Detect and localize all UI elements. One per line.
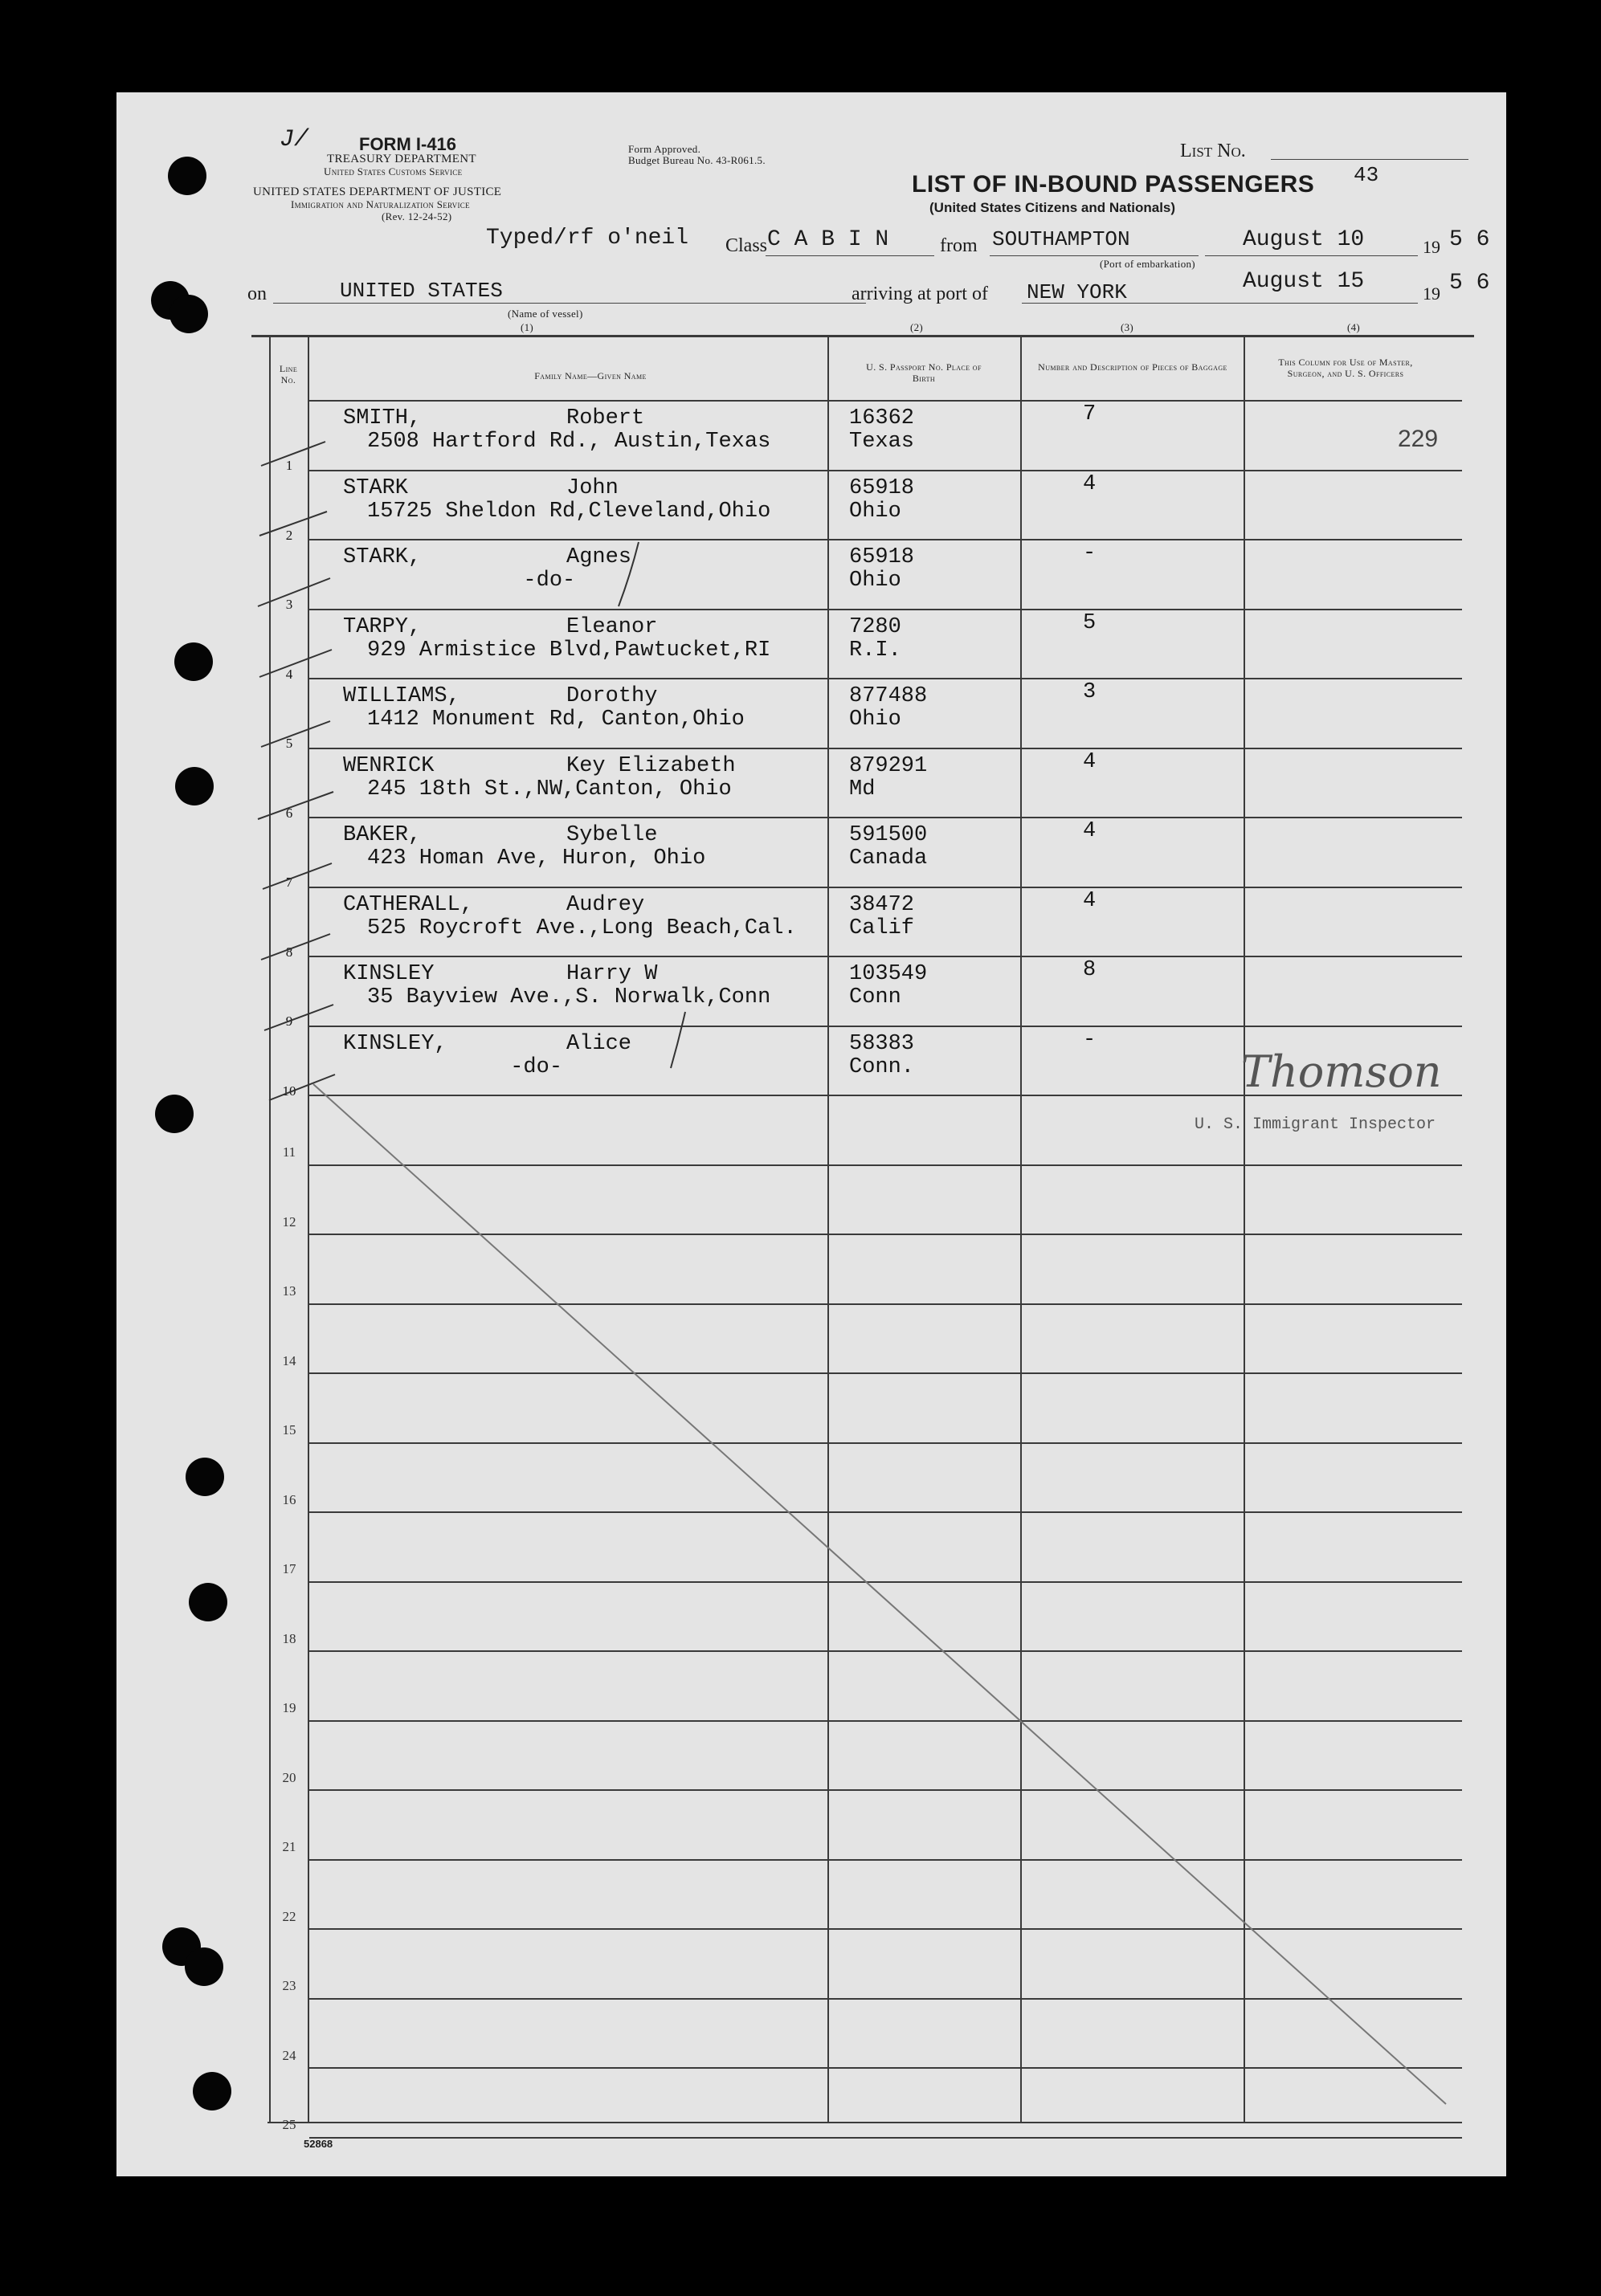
- line-number: 5: [285, 736, 293, 751]
- line-number: 15: [282, 1422, 296, 1438]
- address: -do-: [367, 1054, 563, 1079]
- typist-note: Typed/rf o'neil: [486, 226, 689, 251]
- place-of-birth: R.I.: [849, 638, 901, 663]
- class-value: C A B I N: [767, 227, 889, 252]
- column-number-3: (3): [1121, 321, 1134, 333]
- arrival-year-prefix: 19: [1423, 283, 1440, 304]
- family-name: WENRICK: [343, 753, 435, 778]
- from-label: from: [940, 235, 978, 256]
- passport-number: 103549: [849, 962, 928, 986]
- revision: (Rev. 12-24-52): [382, 210, 452, 222]
- department-of-justice: UNITED STATES DEPARTMENT OF JUSTICE: [253, 186, 502, 198]
- form-approved: Form Approved.: [628, 143, 701, 155]
- baggage-count: 4: [1083, 819, 1097, 843]
- given-name: Eleanor: [566, 614, 658, 639]
- family-name: STARK,: [343, 545, 422, 569]
- given-name: Agnes: [566, 545, 632, 569]
- given-name: Key Elizabeth: [566, 753, 736, 778]
- given-name: Alice: [566, 1031, 632, 1056]
- line-number: 19: [282, 1700, 296, 1715]
- place-of-birth: Ohio: [849, 569, 901, 593]
- baggage-count: 5: [1083, 610, 1097, 635]
- family-name: KINSLEY: [343, 962, 435, 986]
- port-of-embarkation: SOUTHAMPTON: [992, 227, 1130, 251]
- line-number: 11: [282, 1144, 296, 1160]
- line-number: 2: [285, 527, 293, 543]
- departure-year: 5 6: [1449, 227, 1490, 252]
- line-number: 23: [282, 1978, 296, 1993]
- form-number: FORM I-416: [359, 134, 457, 154]
- given-name: John: [566, 475, 619, 500]
- place-of-birth: Md: [849, 777, 876, 801]
- line-number: 6: [285, 805, 293, 821]
- customs-service: United States Customs Service: [324, 165, 463, 177]
- passport-number: 58383: [849, 1031, 915, 1056]
- passport-number: 38472: [849, 892, 915, 917]
- passport-number: 16362: [849, 406, 915, 430]
- address: 15725 Sheldon Rd,Cleveland,Ohio: [367, 499, 771, 524]
- line-number: 17: [282, 1561, 296, 1576]
- baggage-count: 4: [1083, 749, 1097, 774]
- inspector-title: U. S. Immigrant Inspector: [1195, 1115, 1436, 1134]
- corner-mark: J/: [280, 126, 309, 153]
- vessel-caption: (Name of vessel): [508, 308, 583, 320]
- line-number: 20: [282, 1769, 296, 1785]
- budget-bureau: Budget Bureau No. 43-R061.5.: [628, 154, 766, 166]
- baggage-count: 8: [1083, 958, 1097, 982]
- passport-number: 7280: [849, 614, 901, 639]
- baggage-count: -: [1083, 541, 1097, 565]
- arrival-date: August 15: [1243, 269, 1365, 294]
- address: 245 18th St.,NW,Canton, Ohio: [367, 777, 732, 801]
- inspector-signature: Thomson: [1241, 1046, 1442, 1097]
- address: -do-: [367, 569, 576, 593]
- address: 929 Armistice Blvd,Pawtucket,RI: [367, 638, 771, 663]
- line-no-heading: Line No.: [279, 363, 298, 385]
- line-number: 9: [285, 1013, 293, 1029]
- vessel-name: UNITED STATES: [340, 279, 503, 303]
- family-name: STARK: [343, 475, 409, 500]
- passport-heading: U. S. Passport No. Place of Birth: [866, 361, 982, 384]
- arriving-label: arriving at port of: [852, 283, 988, 304]
- column-number-4: (4): [1347, 321, 1361, 333]
- passport-number: 65918: [849, 545, 915, 569]
- line-number: 13: [282, 1283, 296, 1299]
- cancellation-line: [116, 92, 1506, 2176]
- given-name: Harry W: [566, 962, 658, 986]
- list-no-value: 43: [1354, 163, 1379, 187]
- baggage-count: 4: [1083, 471, 1097, 496]
- class-label: Class: [725, 235, 768, 256]
- line-number: 24: [282, 2047, 296, 2063]
- arrival-port: NEW YORK: [1027, 280, 1127, 304]
- place-of-birth: Ohio: [849, 499, 901, 524]
- family-name: TARPY,: [343, 614, 422, 639]
- manifest-page: [116, 92, 1506, 2176]
- line-tick-marks: [258, 442, 685, 1100]
- treasury-department: TREASURY DEPARTMENT: [327, 153, 476, 165]
- baggage-count: -: [1083, 1027, 1097, 1052]
- list-no-label: List No.: [1180, 141, 1246, 161]
- family-name: WILLIAMS,: [343, 684, 460, 708]
- line-number: 7: [285, 875, 293, 890]
- line-number: 14: [282, 1352, 296, 1368]
- line-number: 8: [285, 944, 293, 960]
- family-name: BAKER,: [343, 823, 422, 847]
- family-name: CATHERALL,: [343, 892, 474, 917]
- on-label: on: [247, 283, 267, 304]
- officers-heading: This Column for Use of Master, Surgeon, and U. S. Officers: [1278, 357, 1413, 379]
- departure-year-prefix: 19: [1423, 237, 1440, 257]
- family-name: KINSLEY,: [343, 1031, 447, 1056]
- line-number: 22: [282, 1908, 296, 1924]
- arrival-year: 5 6: [1449, 271, 1490, 296]
- baggage-heading: Number and Description of Pieces of Baggage: [1038, 361, 1227, 373]
- address: 423 Homan Ave, Huron, Ohio: [367, 846, 706, 871]
- port-embarkation-caption: (Port of embarkation): [1100, 258, 1195, 270]
- print-code: 52868: [304, 2138, 333, 2150]
- line-number: 21: [282, 1839, 296, 1854]
- passport-number: 879291: [849, 753, 928, 778]
- column-number-2: (2): [910, 321, 924, 333]
- address: 1412 Monument Rd, Canton,Ohio: [367, 708, 745, 732]
- given-name: Audrey: [566, 892, 645, 917]
- baggage-count: 3: [1083, 680, 1097, 704]
- line-number: 3: [285, 597, 293, 612]
- place-of-birth: Conn: [849, 985, 901, 1009]
- place-of-birth: Conn.: [849, 1054, 915, 1079]
- place-of-birth: Canada: [849, 846, 928, 871]
- given-name: Robert: [566, 406, 645, 430]
- page-title: LIST OF IN-BOUND PASSENGERS: [912, 171, 1315, 198]
- place-of-birth: Calif: [849, 916, 915, 940]
- column-number-1: (1): [521, 321, 534, 333]
- place-of-birth: Ohio: [849, 708, 901, 732]
- page-subtitle: (United States Citizens and Nationals): [929, 200, 1176, 215]
- given-name: Sybelle: [566, 823, 658, 847]
- departure-date: August 10: [1243, 227, 1365, 252]
- officer-note: 229: [1398, 426, 1439, 452]
- line-number: 10: [282, 1083, 296, 1099]
- name-heading: Family Name—Given Name: [534, 370, 647, 381]
- passport-number: 591500: [849, 823, 928, 847]
- passport-number: 877488: [849, 684, 928, 708]
- line-number: 12: [282, 1213, 296, 1230]
- line-number: 25: [282, 2117, 296, 2132]
- line-number: 16: [282, 1491, 296, 1507]
- address: 35 Bayview Ave.,S. Norwalk,Conn: [367, 985, 771, 1009]
- line-number: 1: [285, 458, 293, 473]
- baggage-count: 4: [1083, 888, 1097, 913]
- address: 525 Roycroft Ave.,Long Beach,Cal.: [367, 916, 797, 940]
- passport-number: 65918: [849, 475, 915, 500]
- baggage-count: 7: [1083, 402, 1097, 426]
- given-name: Dorothy: [566, 684, 658, 708]
- line-number: 4: [285, 666, 293, 682]
- line-number: 18: [282, 1630, 296, 1646]
- place-of-birth: Texas: [849, 430, 915, 454]
- family-name: SMITH,: [343, 406, 422, 430]
- immigration-service: Immigration and Naturalization Service: [291, 198, 470, 210]
- address: 2508 Hartford Rd., Austin,Texas: [367, 430, 771, 454]
